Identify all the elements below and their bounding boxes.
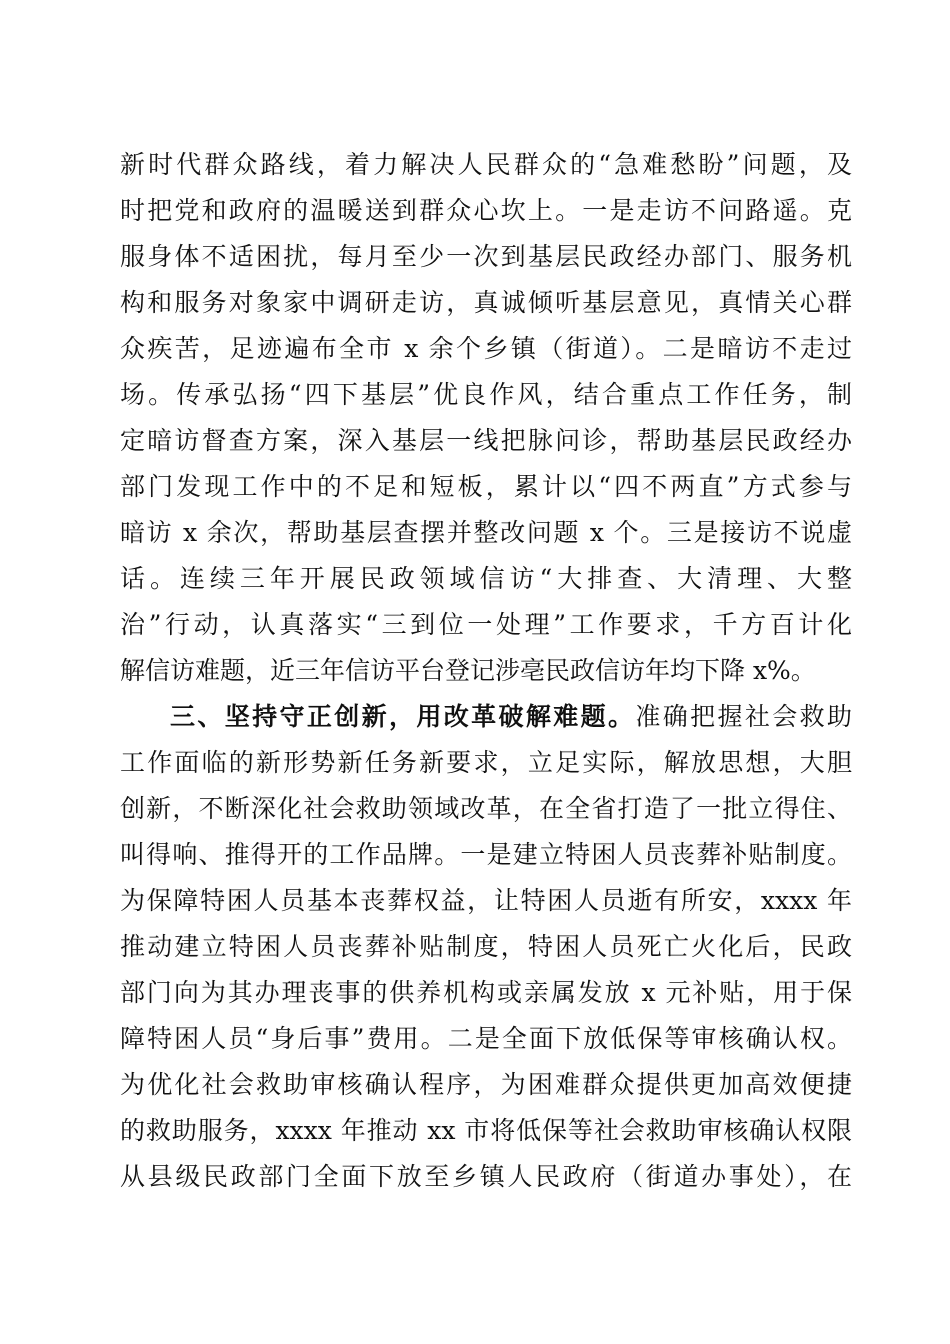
text-line: 障特困人员“身后事”费用。二是全面下放低保等审核确认权。 [120,1024,852,1053]
paragraph-1 [120,142,852,694]
text-line: 叫得响、推得开的工作品牌。一是建立特困人员丧葬补贴制度。 [120,840,852,869]
text-line: 工作面临的新形势新任务新要求，立足实际，解放思想，大胆 [120,748,852,777]
text-line: 从县级民政部门全面下放至乡镇人民政府（街道办事处），在 [120,1162,852,1191]
text-line: 推动建立特困人员丧葬补贴制度，特困人员死亡火化后，民政 [120,932,852,961]
text-line: 部门向为其办理丧事的供养机构或亲属发放 x 元补贴，用于保 [120,978,852,1007]
text-line: 治”行动，认真落实“三到位一处理”工作要求，千方百计化 [120,610,852,639]
text-line: 时把党和政府的温暖送到群众心坎上。一是走访不问路遥。克 [120,196,852,225]
text-line: 为保障特困人员基本丧葬权益，让特困人员逝有所安，xxxx 年 [120,886,852,915]
text-line: 为优化社会救助审核确认程序，为困难群众提供更加高效便捷 [120,1070,852,1099]
heading-continuation: 准确把握社会救助 [635,702,852,731]
text-line: 的救助服务，xxxx 年推动 xx 市将低保等社会救助审核确认权限 [120,1116,852,1145]
text-line: 服身体不适困扰，每月至少一次到基层民政经办部门、服务机 [120,242,852,271]
text-line: 创新，不断深化社会救助领域改革，在全省打造了一批立得住、 [120,794,852,823]
text-line: 定暗访督查方案，深入基层一线把脉问诊，帮助基层民政经办 [120,426,852,455]
paragraph-2 [120,694,852,1200]
text-line: 暗访 x 余次，帮助基层查摆并整改问题 x 个。三是接访不说虚 [120,518,852,547]
paragraph-2-first-line [120,694,852,740]
text-line: 众疾苦，足迹遍布全市 x 余个乡镇（街道）。二是暗访不走过 [120,334,852,363]
text-line: 新时代群众路线，着力解决人民群众的“急难愁盼”问题，及 [120,150,852,179]
text-line: 构和服务对象家中调研走访，真诚倾听基层意见，真情关心群 [120,288,852,317]
text-line: 部门发现工作中的不足和短板，累计以“四不两直”方式参与 [120,472,852,501]
text-line: 场。传承弘扬“四下基层”优良作风，结合重点工作任务，制 [120,380,852,409]
body-text [120,142,852,1200]
text-line: 话。连续三年开展民政领域信访“大排查、大清理、大整 [120,564,852,593]
text-line: 解信访难题，近三年信访平台登记涉亳民政信访年均下降 x%。 [120,656,816,685]
section-heading: 三、坚持守正创新，用改革破解难题。 [170,702,636,731]
